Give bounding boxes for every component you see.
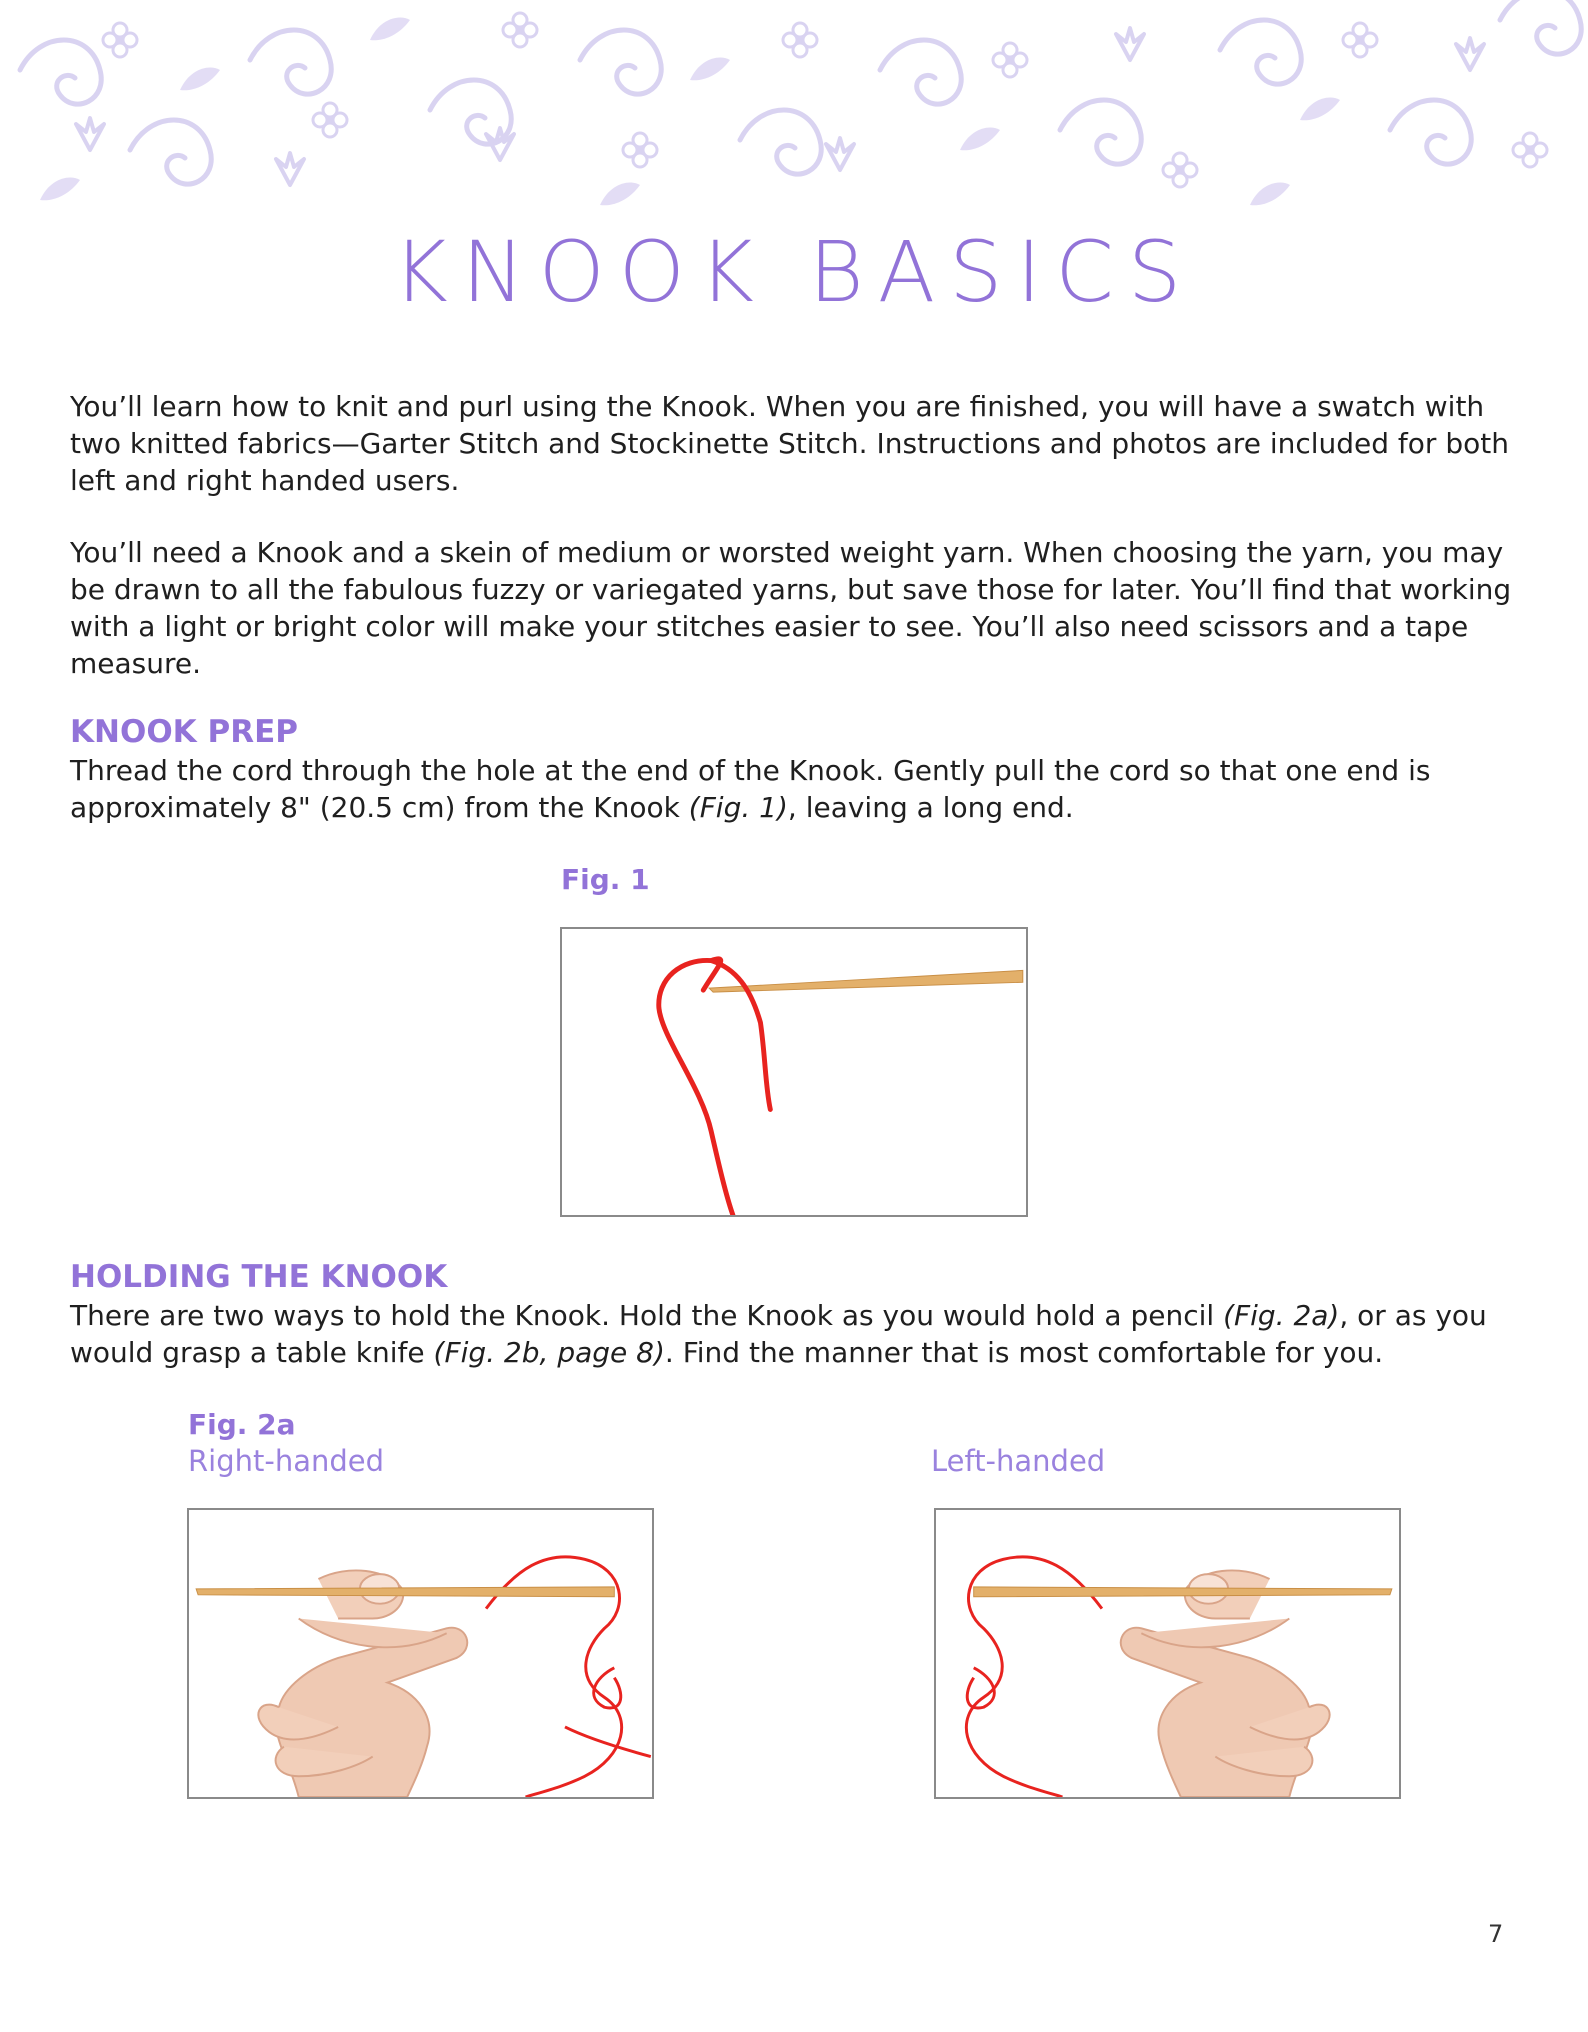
fig2a-right-handed-image <box>187 1508 654 1799</box>
page-number: 7 <box>1488 1920 1504 1948</box>
intro-paragraph-1: You’ll learn how to knit and purl using the Knook. When you are finished, you will have a swatch with two knitted fabrics—Garter Stitch and Stockinette Stitch. Instructions and photos are included for both left and right handed users. <box>70 390 1509 497</box>
right-handed-label: Right-handed <box>188 1444 385 1478</box>
holding-knook-heading: HOLDING THE KNOOK <box>70 1259 448 1295</box>
fig1-label: Fig. 1 <box>561 863 650 896</box>
fig1-image <box>560 927 1028 1217</box>
holding-knook-text: There are two ways to hold the Knook. Hold the Knook as you would hold a pencil (Fig. 2a), or as you would grasp a table knife (Fig. 2b, page 8). Find the manner that is most comfortable for you. <box>70 1299 1487 1369</box>
left-handed-label: Left-handed <box>931 1444 1106 1478</box>
intro-paragraph-2: You’ll need a Knook and a skein of medium or worsted weight yarn. When choosing the yarn, you may be drawn to all the fabulous fuzzy or variegated yarns, but save those for later. You’ll find that working with a light or bright color will make your stitches easier to see. You’ll also need scissors and a tape measure. <box>70 536 1512 680</box>
pattern-motifs <box>20 0 1581 205</box>
page-title: KNOOK BASICS <box>392 223 1196 321</box>
fig2a-reference: (Fig. 2a) <box>1223 1299 1340 1332</box>
floral-header-pattern <box>0 0 1588 215</box>
knook-prep-text: Thread the cord through the hole at the end of the Knook. Gently pull the cord so that one end is approximately 8" (20.5 cm) from the Knook (Fig. 1), leaving a long end. <box>70 754 1431 824</box>
fig2a-left-handed-image <box>934 1508 1401 1799</box>
knook-prep-heading: KNOOK PREP <box>70 714 298 750</box>
fig2b-reference: (Fig. 2b, page 8) <box>433 1336 665 1369</box>
fig1-reference: (Fig. 1) <box>688 791 788 824</box>
fig2a-label: Fig. 2a <box>188 1408 296 1441</box>
